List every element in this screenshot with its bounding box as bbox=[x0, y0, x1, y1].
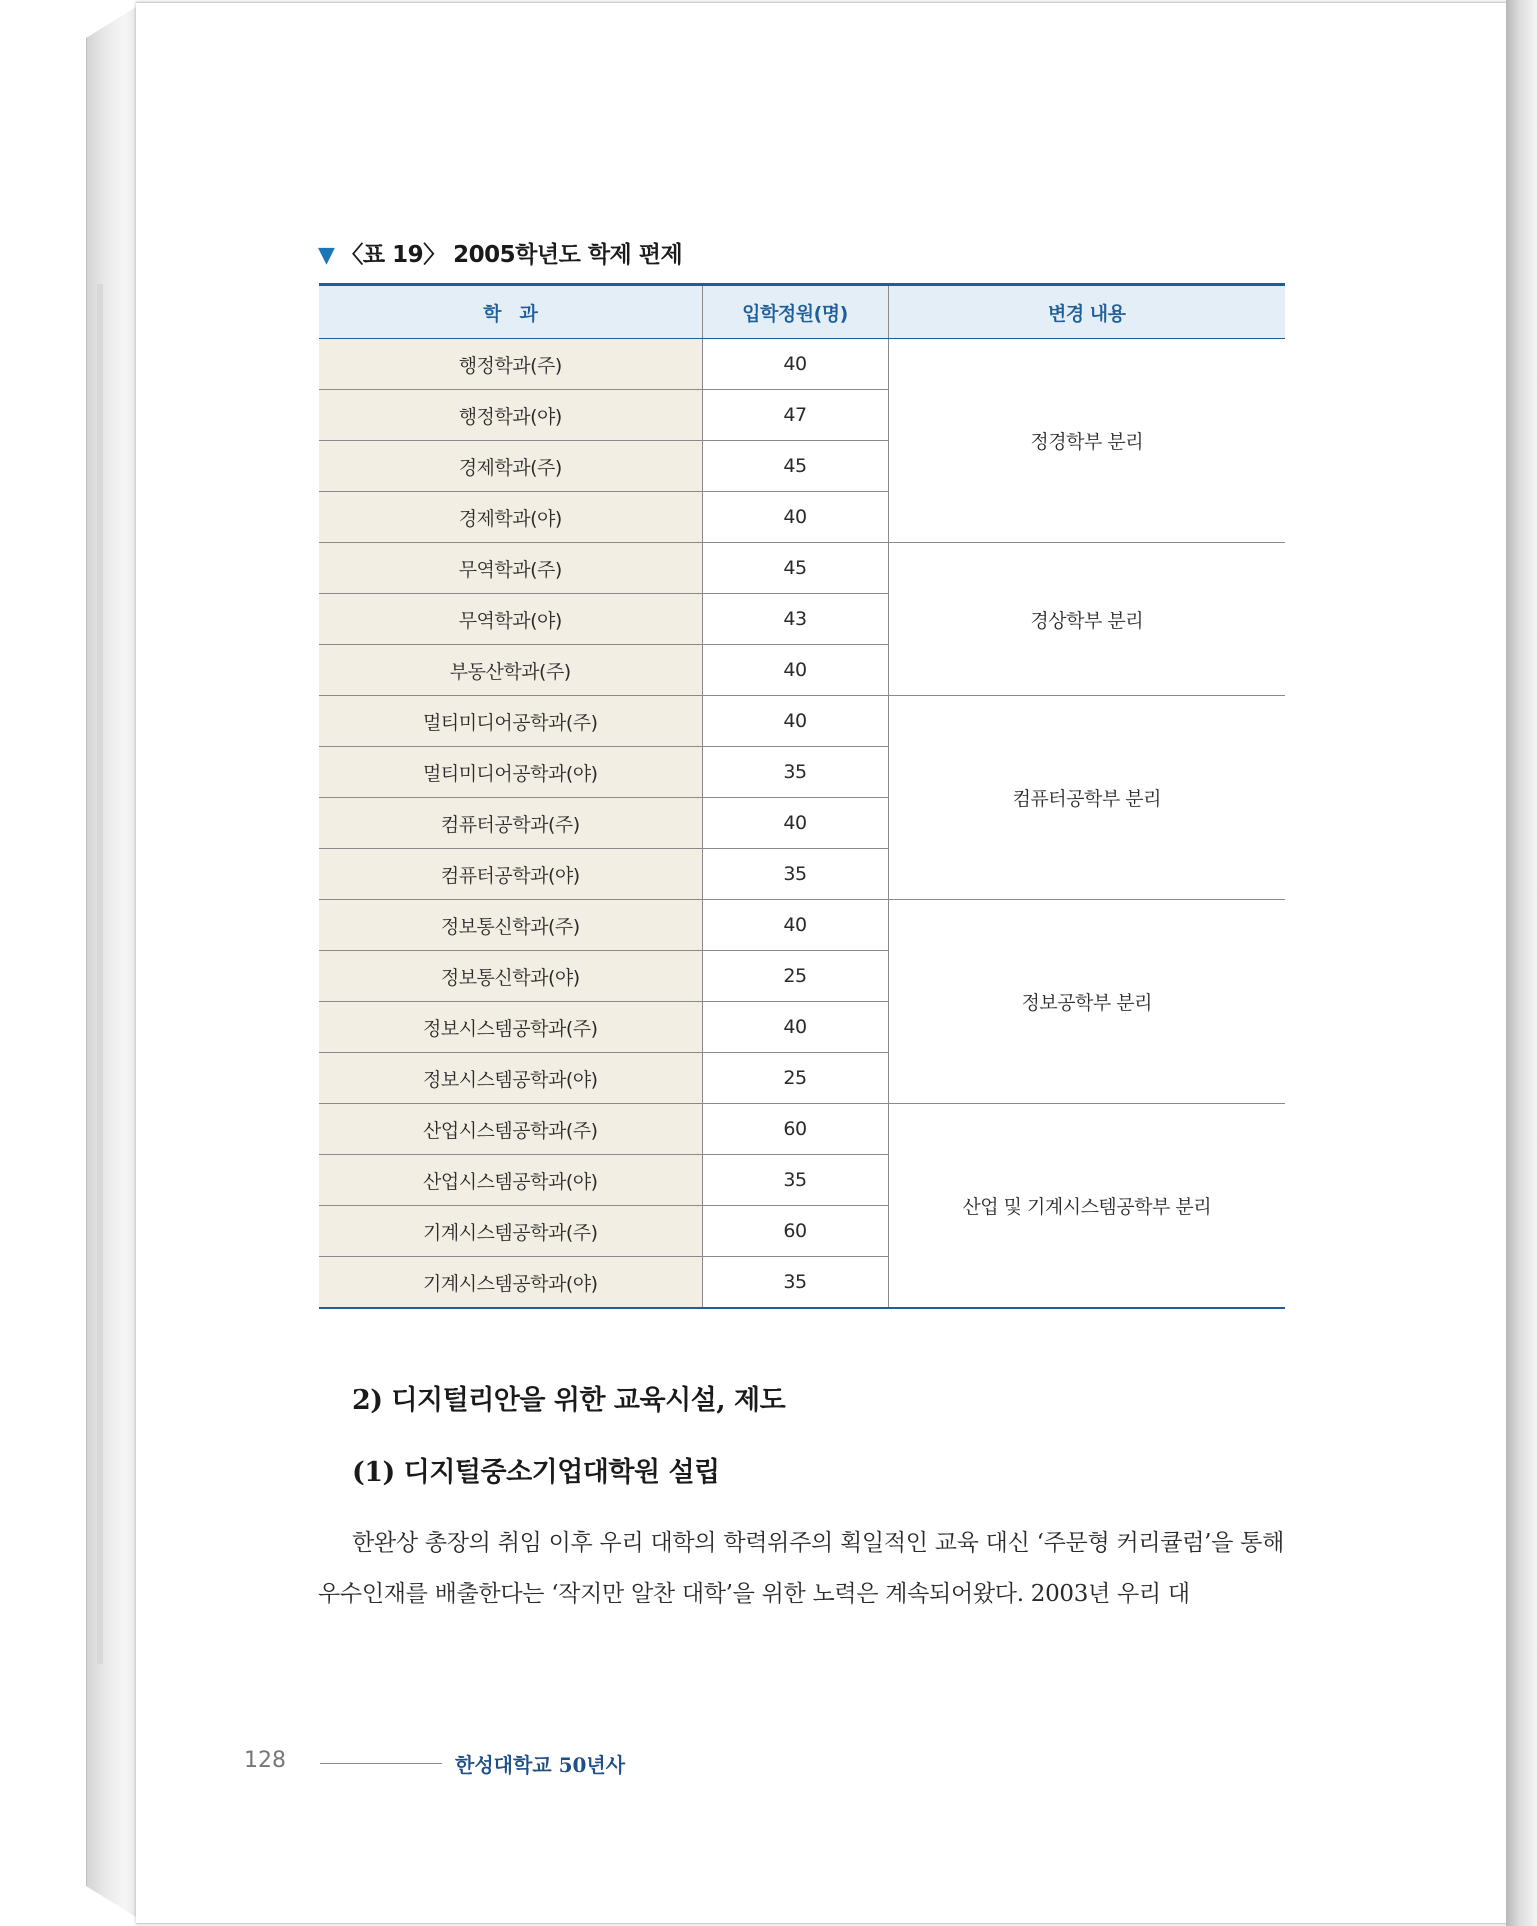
quota-cell: 40 bbox=[702, 339, 888, 390]
table-row bbox=[319, 543, 1285, 594]
department-name-cell: 멀티미디어공학과(야) bbox=[319, 747, 702, 798]
department-name-cell: 정보통신학과(주) bbox=[319, 900, 702, 951]
quota-cell: 40 bbox=[702, 900, 888, 951]
department-name-cell: 경제학과(야) bbox=[319, 492, 702, 543]
quota-cell: 45 bbox=[702, 441, 888, 492]
triangle-marker-icon: ▼ bbox=[318, 243, 335, 268]
change-note-cell: 산업 및 기계시스템공학부 분리 bbox=[888, 1104, 1285, 1309]
quota-cell: 40 bbox=[702, 696, 888, 747]
department-name-cell: 무역학과(야) bbox=[319, 594, 702, 645]
department-name-cell: 행정학과(야) bbox=[319, 390, 702, 441]
department-name-cell: 부동산학과(주) bbox=[319, 645, 702, 696]
header-department: 학 과 bbox=[319, 285, 702, 339]
quota-cell: 40 bbox=[702, 1002, 888, 1053]
department-name-cell: 정보통신학과(야) bbox=[319, 951, 702, 1002]
quota-cell: 45 bbox=[702, 543, 888, 594]
department-name-cell: 기계시스템공학과(야) bbox=[319, 1257, 702, 1309]
table-row bbox=[319, 339, 1285, 390]
quota-cell: 35 bbox=[702, 849, 888, 900]
header-quota: 입학정원(명) bbox=[702, 285, 888, 339]
department-name-cell: 경제학과(주) bbox=[319, 441, 702, 492]
book-spine-edge bbox=[86, 4, 141, 1920]
change-note-cell: 정보공학부 분리 bbox=[888, 900, 1285, 1104]
table-header-row bbox=[319, 285, 1285, 339]
quota-cell: 40 bbox=[702, 798, 888, 849]
table-row bbox=[319, 1104, 1285, 1155]
quota-cell: 43 bbox=[702, 594, 888, 645]
department-table bbox=[319, 283, 1285, 1309]
quota-cell: 47 bbox=[702, 390, 888, 441]
quota-cell: 40 bbox=[702, 492, 888, 543]
department-name-cell: 정보시스템공학과(주) bbox=[319, 1002, 702, 1053]
footer-rule bbox=[320, 1763, 442, 1764]
department-name-cell: 산업시스템공학과(야) bbox=[319, 1155, 702, 1206]
quota-cell: 25 bbox=[702, 1053, 888, 1104]
table-row bbox=[319, 900, 1285, 951]
quota-cell: 35 bbox=[702, 747, 888, 798]
department-name-cell: 멀티미디어공학과(주) bbox=[319, 696, 702, 747]
page-shadow bbox=[1506, 0, 1537, 1926]
table-caption-text: 〈표 19〉 2005학년도 학제 편제 bbox=[340, 242, 683, 268]
department-name-cell: 정보시스템공학과(야) bbox=[319, 1053, 702, 1104]
department-name-cell: 기계시스템공학과(주) bbox=[319, 1206, 702, 1257]
change-note-cell: 경상학부 분리 bbox=[888, 543, 1285, 696]
quota-cell: 35 bbox=[702, 1155, 888, 1206]
body-paragraph bbox=[318, 1518, 1284, 1620]
quota-cell: 35 bbox=[702, 1257, 888, 1309]
change-note-cell: 컴퓨터공학부 분리 bbox=[888, 696, 1285, 900]
department-name-cell: 컴퓨터공학과(야) bbox=[319, 849, 702, 900]
quota-cell: 40 bbox=[702, 645, 888, 696]
subsection-heading: (1) 디지털중소기업대학원 설립 bbox=[352, 1457, 720, 1488]
body-paragraph-text: 한완상 총장의 취임 이후 우리 대학의 학력위주의 획일적인 교육 대신 ‘주문형 커리큘럼’을 통해 우수인재를 배출한다는 ‘작지만 알찬 대학’을 위한 노력은 계속되어왔다. 2003년 우리 대 bbox=[318, 1530, 1284, 1607]
department-name-cell: 무역학과(주) bbox=[319, 543, 702, 594]
table-row bbox=[319, 696, 1285, 747]
quota-cell: 25 bbox=[702, 951, 888, 1002]
change-note-cell: 정경학부 분리 bbox=[888, 339, 1285, 543]
department-name-cell: 산업시스템공학과(주) bbox=[319, 1104, 702, 1155]
quota-cell: 60 bbox=[702, 1206, 888, 1257]
department-name-cell: 컴퓨터공학과(주) bbox=[319, 798, 702, 849]
quota-cell: 60 bbox=[702, 1104, 888, 1155]
running-book-title: 한성대학교 50년사 bbox=[455, 1753, 626, 1777]
section-heading: 2) 디지털리안을 위한 교육시설, 제도 bbox=[352, 1385, 786, 1416]
table-caption bbox=[318, 236, 682, 269]
page-number: 128 bbox=[244, 1748, 286, 1773]
department-name-cell: 행정학과(주) bbox=[319, 339, 702, 390]
header-change: 변경 내용 bbox=[888, 285, 1285, 339]
